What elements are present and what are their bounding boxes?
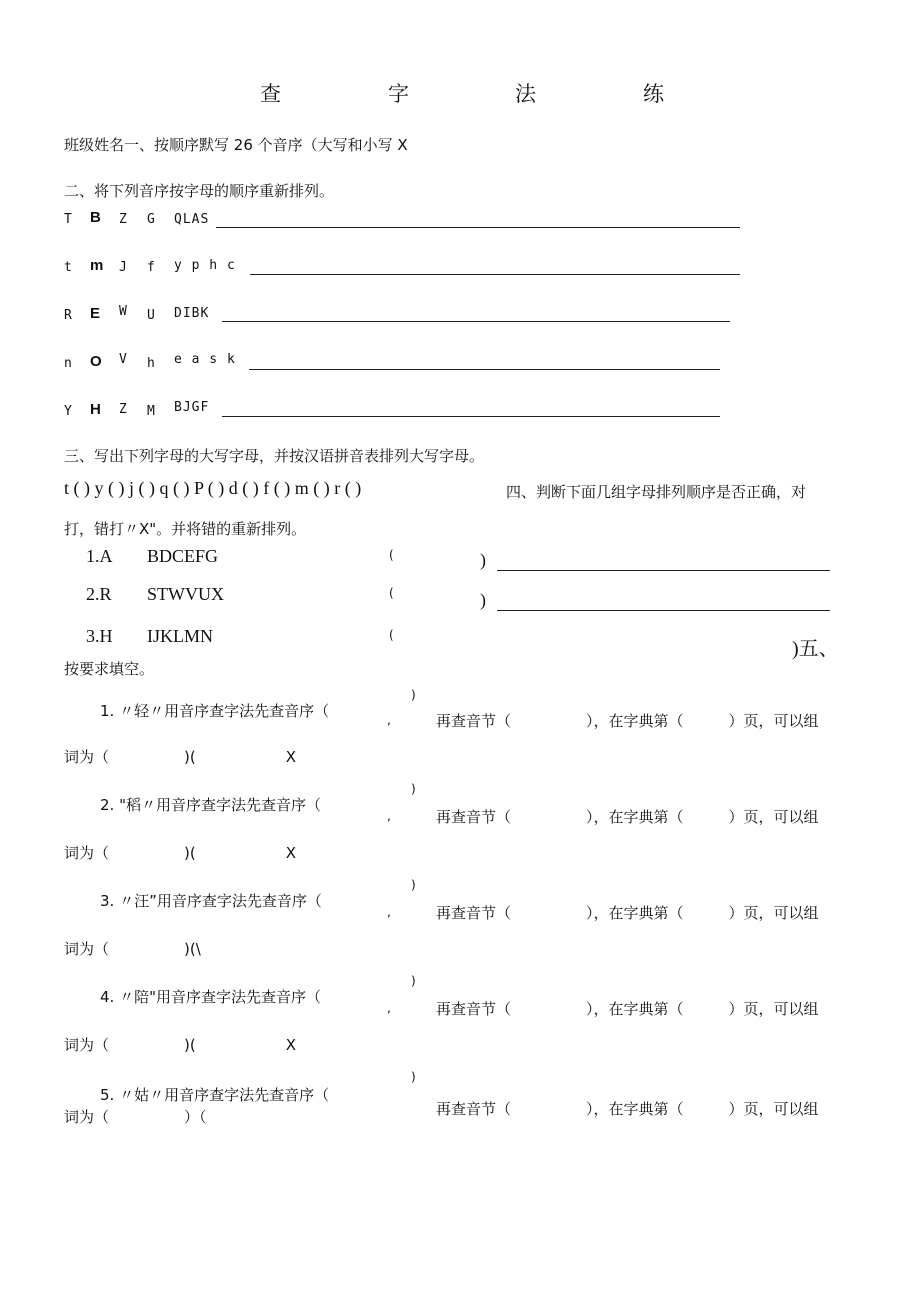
letter: T: [64, 212, 73, 227]
fill-tail: 再查音节（ ），在字典第（ ）页，可以组: [436, 904, 819, 922]
fill-words: 词为（ ）（: [64, 1108, 207, 1126]
title-char: 字: [388, 82, 409, 106]
paren-close-section5: )五、: [792, 638, 839, 660]
comma: ,: [387, 809, 391, 823]
letter: M: [147, 404, 156, 419]
letter: n: [64, 356, 73, 371]
fill-tail: 再查音节（ ），在字典第（ ）页，可以组: [436, 1100, 819, 1118]
rparen: ): [411, 1070, 416, 1084]
item-sequence: STWVUX: [147, 584, 224, 604]
rparen: ): [411, 782, 416, 796]
letter-bold: O: [90, 353, 102, 370]
comma: ,: [387, 1001, 391, 1015]
letter-bold: H: [90, 401, 101, 418]
title-char: 查: [260, 82, 281, 106]
fill-question: 5. 〃姑〃用音序查字法先查音序（: [100, 1086, 330, 1104]
paren-close: ): [480, 590, 486, 610]
title-char: 练: [643, 82, 664, 106]
comma: ,: [387, 713, 391, 727]
section3-heading: 三、写出下列字母的大写字母，并按汉语拼音表排列大写字母。: [64, 447, 485, 465]
letter-group: e a s k: [174, 352, 236, 367]
letter: G: [147, 212, 156, 227]
letter: V: [119, 352, 128, 367]
letter: h: [147, 356, 156, 371]
fill-question: 4. 〃陪"用音序查字法先查音序（: [100, 988, 321, 1006]
answer-line[interactable]: [250, 274, 740, 275]
paren-close: ): [480, 550, 486, 570]
letter-group: QLAS: [174, 212, 210, 227]
fill-words: 词为（ )( X: [64, 844, 296, 862]
letter: R: [64, 308, 73, 323]
answer-line[interactable]: [222, 321, 730, 322]
fill-question: 3. 〃汪”用音序查字法先查音序（: [100, 892, 322, 910]
fill-tail: 再查音节（ ），在字典第（ ）页，可以组: [436, 712, 819, 730]
fill-tail: 再查音节（ ），在字典第（ ）页，可以组: [436, 808, 819, 826]
section4-heading-cont: 打，错打〃X"。并将错的重新排列。: [64, 520, 307, 538]
fill-question: 2. "稻〃用音序查字法先查音序（: [100, 796, 321, 814]
item-sequence: IJKLMN: [147, 626, 213, 646]
fill-question: 1. 〃轻〃用音序查字法先查音序（: [100, 702, 330, 720]
letter-bold: m: [90, 257, 104, 274]
letter: t: [64, 260, 73, 275]
class-name-line: 班级姓名一、按顺序默写 26 个音序（大写和小写 X: [64, 136, 408, 154]
answer-line[interactable]: [216, 227, 740, 228]
answer-line[interactable]: [222, 416, 720, 417]
fill-words: 词为（ )( X: [64, 1036, 296, 1054]
answer-line[interactable]: [497, 610, 830, 611]
letter: J: [119, 260, 128, 275]
fill-words: 词为（ )(\: [64, 940, 201, 958]
fill-words: 词为（ )( X: [64, 748, 296, 766]
letter: Z: [119, 212, 128, 227]
answer-line[interactable]: [497, 570, 830, 571]
comma: ,: [387, 905, 391, 919]
item-sequence: BDCEFG: [147, 546, 219, 566]
paren-open: (: [389, 628, 394, 642]
letter-group: DIBK: [174, 306, 210, 321]
paren-open: (: [389, 586, 394, 600]
item-number: 1.A: [86, 546, 113, 566]
fill-tail: 再查音节（ ），在字典第（ ）页，可以组: [436, 1000, 819, 1018]
letter-bold: E: [90, 305, 101, 322]
section5-heading: 按要求填空。: [64, 660, 155, 678]
paren-open: (: [389, 548, 394, 562]
section4-heading: 四、判断下面几组字母排列顺序是否正确，对: [506, 483, 807, 501]
letter: W: [119, 304, 128, 319]
letters-to-capitalize: t ( ) y ( ) j ( ) q ( ) P ( ) d ( ) f ( ) m ( ) r ( ): [64, 478, 362, 498]
rparen: ): [411, 878, 416, 892]
letter-bold: B: [90, 209, 101, 226]
letter: f: [147, 260, 156, 275]
letter: Y: [64, 404, 73, 419]
answer-line[interactable]: [249, 369, 720, 370]
item-number: 3.H: [86, 626, 113, 646]
letter-group: y p h c: [174, 258, 236, 273]
rparen: ): [411, 974, 416, 988]
rparen: ): [411, 688, 416, 702]
title-char: 法: [515, 82, 536, 106]
letter: U: [147, 308, 156, 323]
item-number: 2.R: [86, 584, 112, 604]
letter-group: BJGF: [174, 400, 210, 415]
section2-heading: 二、将下列音序按字母的顺序重新排列。: [64, 182, 335, 200]
letter: Z: [119, 402, 128, 417]
